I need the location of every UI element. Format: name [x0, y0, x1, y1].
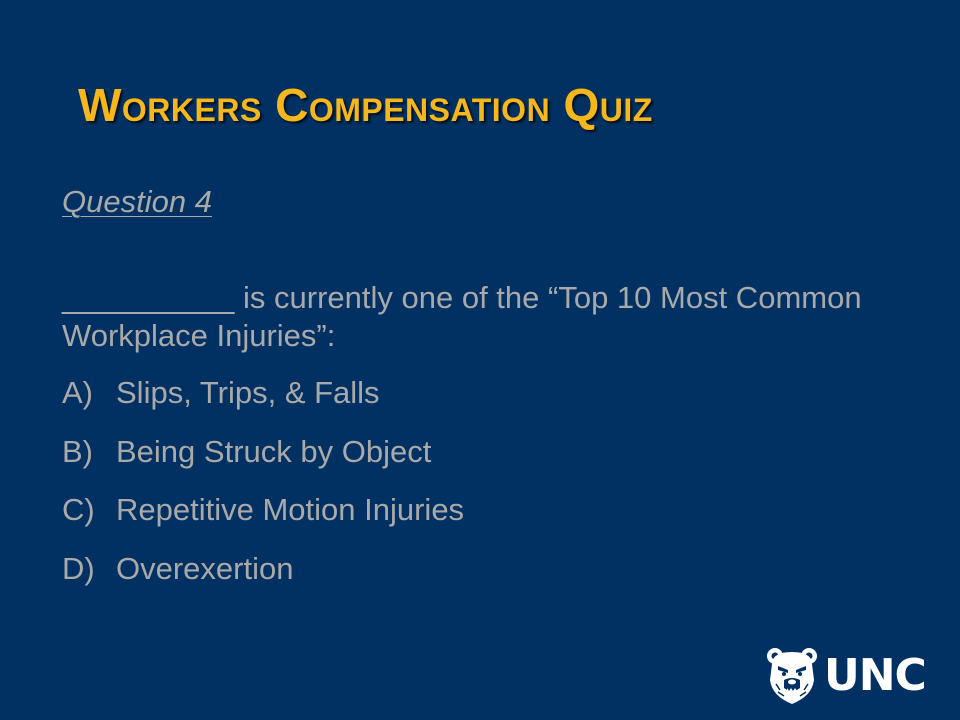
answer-option-c — [62, 491, 464, 550]
answer-option-b — [62, 433, 464, 492]
option-text: Overexertion — [116, 550, 294, 586]
slide-title: Workers Compensation Quiz — [78, 79, 653, 131]
option-letter: C) — [62, 492, 95, 527]
answer-option-a — [62, 374, 464, 433]
option-letter: A) — [62, 375, 93, 410]
bear-head-icon — [766, 646, 818, 706]
option-text: Slips, Trips, & Falls — [116, 375, 380, 410]
option-letter: B) — [62, 433, 93, 469]
option-text: Being Struck by Object — [116, 433, 432, 469]
answer-options — [62, 374, 464, 608]
option-letter: D) — [62, 550, 95, 586]
answer-option-d — [62, 550, 464, 609]
question-label: Question 4 — [62, 184, 212, 219]
option-text: Repetitive Motion Injuries — [116, 492, 465, 527]
question-stem: __________ is currently one of the “Top 10 Most Common Workplace Injuries”: — [62, 280, 862, 353]
logo-wordmark: UNC — [824, 650, 926, 701]
unc-logo — [766, 644, 944, 708]
